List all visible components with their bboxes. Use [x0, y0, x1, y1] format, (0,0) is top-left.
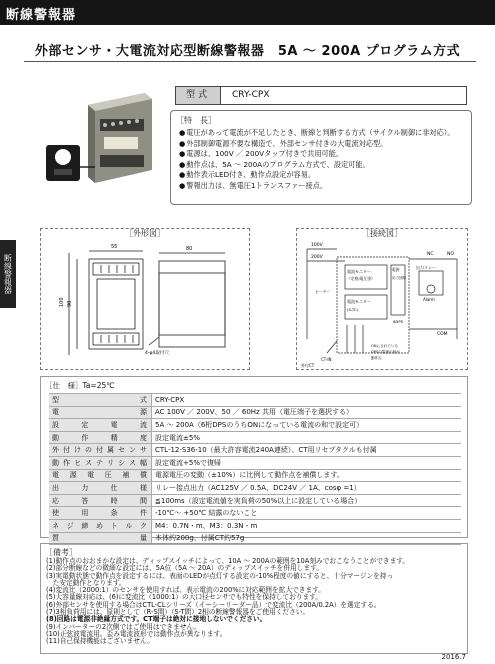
- spec-key: 応答時間: [49, 494, 152, 507]
- dim-mount-hole: 4-φ4取付穴: [145, 351, 169, 356]
- list-item: (9)インバーターの2次側ではご使用はできません。: [46, 622, 201, 631]
- feature-item: ● 動作点は、5A ～ 200Aのプログラム方式で、設定可能。: [179, 160, 455, 171]
- table-row: [49, 469, 461, 482]
- wiring-diagram: [297, 229, 467, 369]
- model-label: 型式: [176, 87, 221, 104]
- features-heading: ［特 長］: [176, 116, 216, 125]
- spec-key: 電源: [49, 406, 152, 419]
- spec-value: AC 100V ／ 200V、50 ／ 60Hz 共用（電圧端子を選択する）: [152, 406, 462, 419]
- feature-item: ● 電圧があって電流が不足したとき、断線と判断する方式（サイクル制御に非対応）。: [179, 128, 455, 139]
- wiring-label-monitor: 電流モニター: [347, 269, 371, 274]
- wiring-label-heater: ヒーター: [315, 289, 331, 294]
- wiring-label-note2: DPSの電流の和が: [371, 350, 400, 354]
- list-item: (3)実電動状態で動作点を設定するには、表面のLEDが点灯する設定の-10%程度の値にすると、十分マージンを持っ: [46, 571, 394, 580]
- wiring-label-nc: NC: [427, 252, 434, 257]
- outline-drawing: [41, 229, 249, 369]
- spec-key: 設定電流: [49, 419, 152, 432]
- table-row: [49, 482, 461, 495]
- wiring-label-100v: 100V: [311, 243, 323, 248]
- list-item: た安定動作となります。: [46, 578, 126, 587]
- dim-height-outer: 100: [59, 297, 65, 307]
- issue-date: 2016.7: [441, 653, 466, 661]
- spec-heading: ［仕 様］Ta=25℃: [45, 381, 115, 390]
- table-row: [49, 394, 461, 407]
- wiring-label-monitor-sub: （定格/電圧別）: [347, 276, 375, 281]
- spec-value: 電源電圧の変動（±10%）に比例して動作点を補償します。: [152, 469, 462, 482]
- spec-key: 型式: [49, 394, 152, 407]
- list-item: (11)自己保持機能はございません。: [46, 637, 154, 646]
- wiring-label-output-circuit: 出力回路: [392, 276, 406, 280]
- outline-heading: ［外形図］: [125, 229, 165, 238]
- dim-depth: 80: [186, 246, 193, 252]
- spec-section: [40, 376, 468, 543]
- feature-item: ● 警報出力は、無電圧1トランスファー接点。: [179, 181, 455, 192]
- table-row: [49, 444, 461, 457]
- page-title: 外部センサ・大電流対応型断線警報器 5A ～ 200A プログラム方式: [34, 44, 461, 59]
- wiring-label-com: COM: [437, 332, 448, 337]
- table-row: [49, 406, 461, 419]
- feature-item: ● 動作表示LED付き、動作点設定が容易。: [179, 170, 455, 181]
- spec-value: M4：0.7N・m、M3：0.3N・m: [152, 519, 462, 532]
- list-item: (6)外部センサを使用する場合はCTL-CLシリーズ（イーシーリーダー品）で変流比（200A/0.2A）を選定する。: [46, 600, 381, 609]
- spec-value: CTL-12-S36-10（最大許容電流240A連続）、CT用リセプタクルも付属: [152, 444, 462, 457]
- side-index-tab[interactable]: 断線警報器: [0, 240, 16, 308]
- dim-height-inner: 90: [67, 300, 73, 307]
- list-item: (2)部分断線などの微細な設定には、5A位（5A ～ 20A）のディップスイッチを併用します。: [46, 564, 323, 573]
- feature-item: ● 電源は、100V ／ 200Vタップ付きで共用可能。: [179, 149, 455, 160]
- model-value: CRY-CPX: [232, 90, 270, 100]
- list-item: (8)回路は電源非絶縁方式です。CT端子は絶対に接地しないでください。: [46, 615, 267, 624]
- spec-table: [49, 393, 461, 545]
- table-row: [49, 519, 461, 532]
- spec-value: CRY-CPX: [152, 394, 462, 407]
- wiring-panel: [296, 228, 468, 370]
- wiring-label-stc: (S-TC): [347, 307, 359, 312]
- spec-key: 動作ヒステリシス幅: [49, 456, 152, 469]
- spec-key: ネジ締めトルク: [49, 519, 152, 532]
- list-item: (7)3相負荷用には、原則として（R-S間）（S-T間）2相の断線警報器をご使用ください。: [46, 608, 310, 617]
- wiring-label-ext-ct: 外付CT: [301, 363, 315, 368]
- table-row: [49, 419, 461, 432]
- spec-key: 質量: [49, 532, 152, 545]
- wiring-label-monitor2: 電流モニター: [347, 299, 371, 304]
- list-item: (1)動作点のおおまかな設定は、ディップスイッチによって、10A ～ 200Aの範囲を10A刻みでおこなうことができます。: [46, 557, 410, 565]
- spec-value: ≦100ms（設定電流値を実負荷の50%以上に設定している場合）: [152, 494, 462, 507]
- spec-value: リレー接点出力（AC125V ／ 0.5A、DC24V ／ 1A、cosφ =1）: [152, 482, 462, 495]
- wiring-label-200v: 200V: [311, 255, 323, 260]
- spec-value: 設定電流+5%で復帰: [152, 456, 462, 469]
- wiring-label-output-relay: 出力リレー: [416, 265, 436, 270]
- table-row: [49, 431, 461, 444]
- spec-value: -10℃～ +50℃ 結露のないこと: [152, 507, 462, 520]
- spec-value: 本体約200g、付属CT約57g: [152, 532, 462, 545]
- wiring-label-power: 電源: [392, 267, 400, 272]
- feature-item: ● 外部制御電源不要な構造で、外部センサ付きの大電流対応型。: [179, 139, 455, 150]
- wiring-label-note3: 動作点: [371, 356, 382, 360]
- table-row: [49, 494, 461, 507]
- product-photo: [40, 85, 160, 205]
- list-item: (4)変流比（2000:1）のセンサを使用すれば、表示電流の200%に対応範囲を拡大できます。: [46, 586, 325, 595]
- dim-width: 55: [111, 244, 118, 250]
- wiring-label-dps: 6DPS: [393, 319, 404, 324]
- wiring-label-no: NO: [447, 252, 454, 257]
- model-box: [175, 86, 467, 105]
- wiring-heading: ［接続図］: [362, 229, 402, 238]
- section-title: 断線警報器: [6, 8, 77, 23]
- spec-value: 設定電流±5%: [152, 431, 462, 444]
- table-row: [49, 456, 461, 469]
- spec-key: 使用条件: [49, 507, 152, 520]
- spec-key: 出力仕様: [49, 482, 152, 495]
- wiring-label-note1: ONにされている: [371, 344, 399, 348]
- notes-list: [46, 558, 409, 646]
- table-row: [49, 507, 461, 520]
- spec-key: 電源電圧補償: [49, 469, 152, 482]
- spec-key: 外付けの付属センサ: [49, 444, 152, 457]
- title-divider: [24, 61, 476, 62]
- wiring-label-alarm: Alarm: [423, 297, 435, 302]
- notes-section: [40, 543, 468, 654]
- wiring-label-ct-in: CT-IN: [321, 357, 332, 362]
- spec-key: 動作精度: [49, 431, 152, 444]
- list-item: (10)正弦波電流用。歪み電流波形では動作点が異なります。: [46, 629, 227, 638]
- features-box: [170, 110, 472, 205]
- spec-value: 5A ～ 200A（6桁DPSのうちONになっている電流の和で設定可）: [152, 419, 462, 432]
- notes-heading: ［備考］: [45, 548, 77, 557]
- outline-panel: [40, 228, 250, 370]
- list-item: (5)大容量線対応は、(6)に変流比（1000:1）の大口径センサでも特性を保持しております。: [46, 593, 322, 602]
- section-header: [0, 0, 495, 25]
